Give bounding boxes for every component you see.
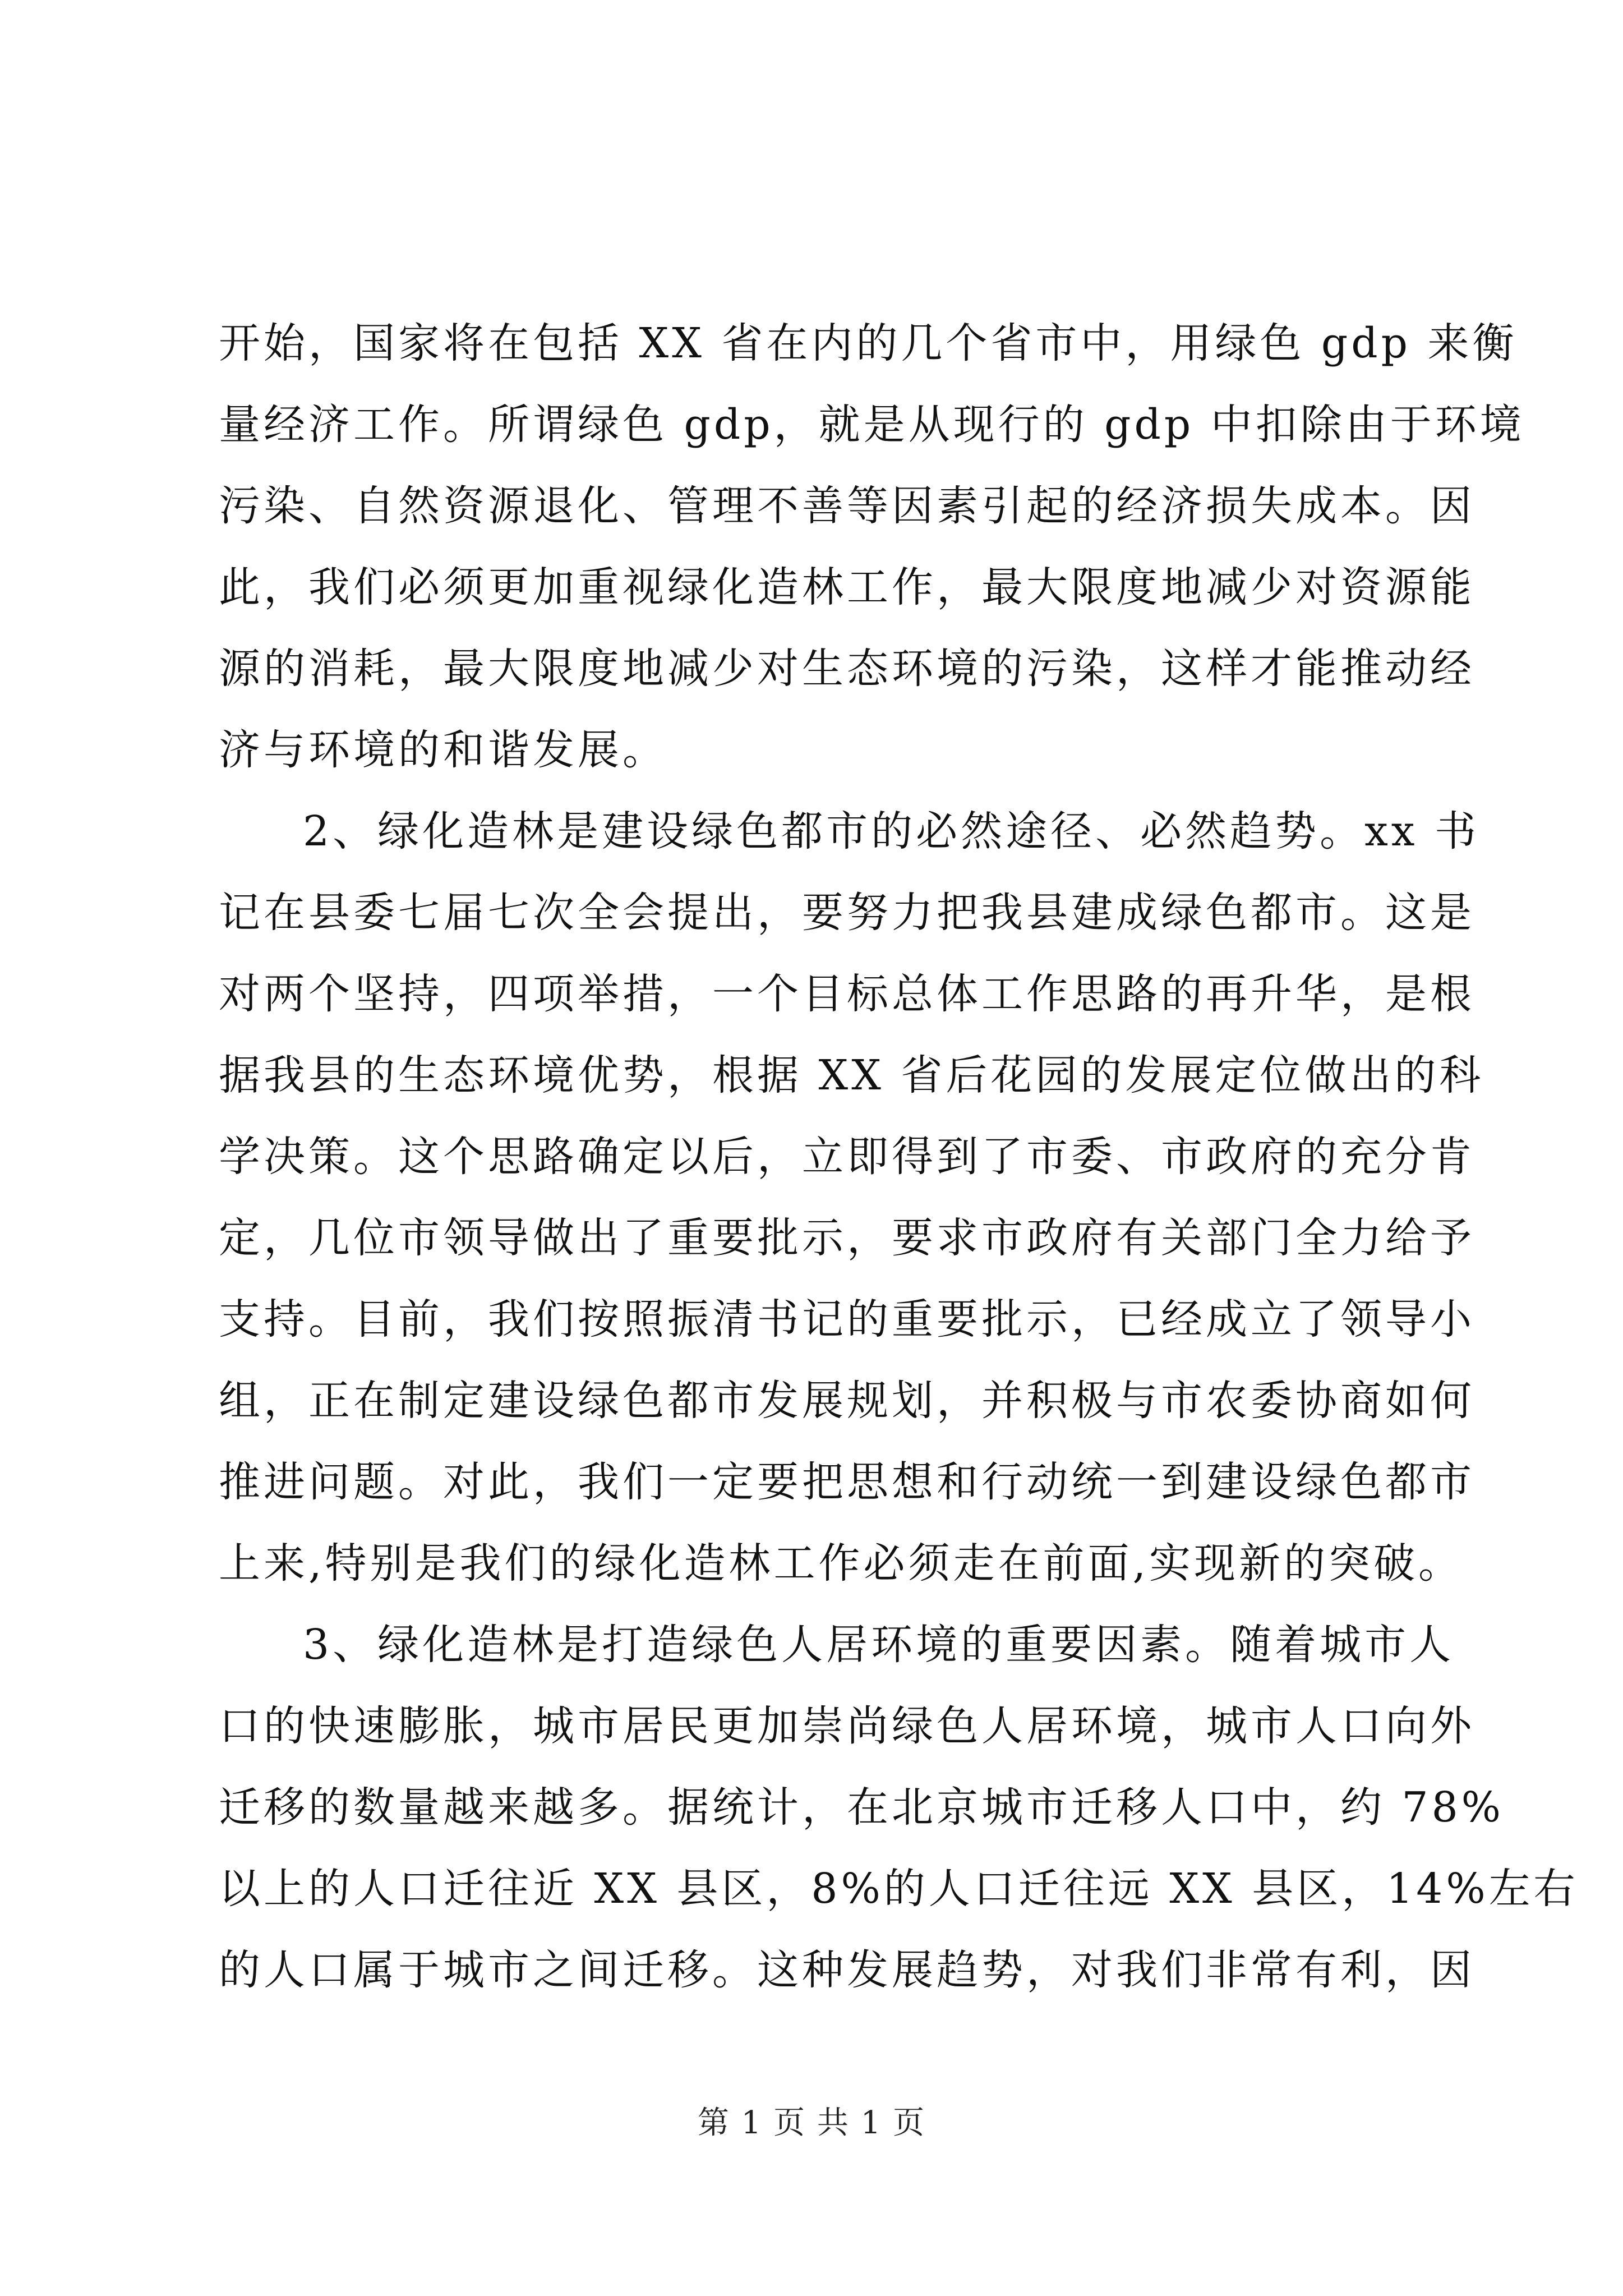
text-line: 对两个坚持，四项举措，一个目标总体工作思路的再升华，是根	[219, 970, 1475, 1018]
text-line: 上来,特别是我们的绿化造林工作必须走在前面,实现新的突破。	[219, 1539, 1464, 1588]
text-line: 支持。目前，我们按照振清书记的重要批示，已经成立了领导小	[219, 1295, 1475, 1343]
text-line: 污染、自然资源退化、管理不善等因素引起的经济损失成本。因	[219, 482, 1475, 530]
text-line: 定，几位市领导做出了重要批示，要求市政府有关部门全力给予	[219, 1214, 1475, 1262]
text-line: 学决策。这个思路确定以后，立即得到了市委、市政府的充分肯	[219, 1133, 1475, 1181]
text-line: 以上的人口迁往近 XX 县区，8%的人口迁往远 XX 县区，14%左右	[219, 1865, 1579, 1913]
text-line: 组，正在制定建设绿色都市发展规划，并积极与市农委协商如何	[219, 1377, 1475, 1425]
paragraph-start-line: 3、绿化造林是打造绿色人居环境的重要因素。随着城市人	[303, 1621, 1455, 1669]
text-line: 推进问题。对此，我们一定要把思想和行动统一到建设绿色都市	[219, 1458, 1475, 1506]
page-footer: 第 1 页 共 1 页	[697, 2105, 926, 2141]
text-line: 开始，国家将在包括 XX 省在内的几个省市中，用绿色 gdp 来衡	[219, 319, 1518, 367]
text-line: 迁移的数量越来越多。据统计，在北京城市迁移人口中，约 78%	[219, 1783, 1504, 1832]
text-line: 量经济工作。所谓绿色 gdp，就是从现行的 gdp 中扣除由于环境	[219, 401, 1525, 449]
text-line: 济与环境的和谐发展。	[219, 726, 667, 774]
text-line: 的人口属于城市之间迁移。这种发展趋势，对我们非常有利，因	[219, 1946, 1475, 1994]
text-line: 此，我们必须更加重视绿化造林工作，最大限度地减少对资源能	[219, 563, 1475, 611]
text-line: 口的快速膨胀，城市居民更加崇尚绿色人居环境，城市人口向外	[219, 1702, 1475, 1750]
text-line: 源的消耗，最大限度地减少对生态环境的污染，这样才能推动经	[219, 645, 1475, 693]
document-body	[219, 303, 1579, 2011]
text-line: 记在县委七届七次全会提出，要努力把我县建成绿色都市。这是	[219, 889, 1475, 937]
text-line: 据我县的生态环境优势，根据 XX 省后花园的发展定位做出的科	[219, 1051, 1484, 1099]
paragraph-start-line: 2、绿化造林是建设绿色都市的必然途径、必然趋势。xx 书	[303, 807, 1480, 855]
